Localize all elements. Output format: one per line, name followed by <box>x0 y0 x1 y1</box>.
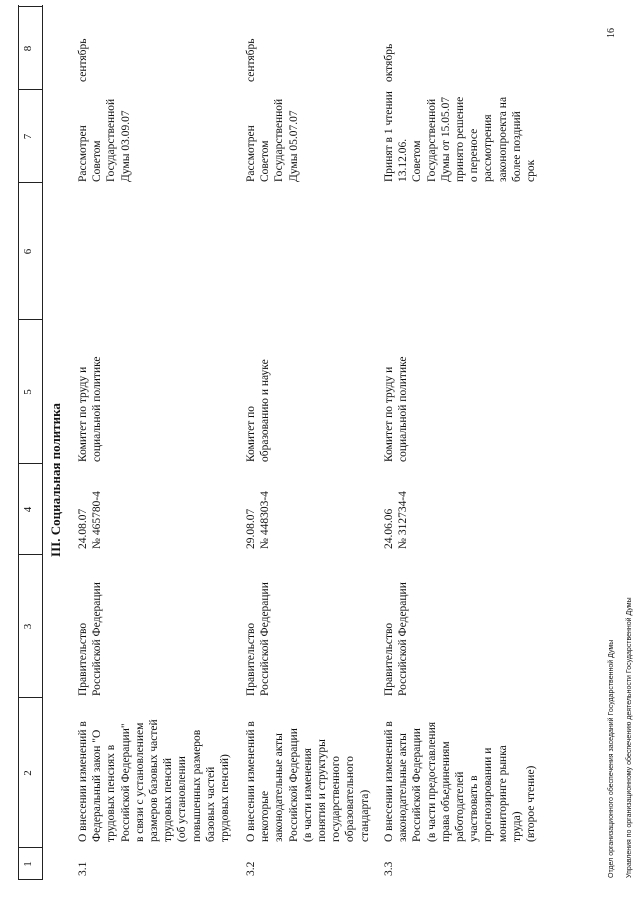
page-number: 16 <box>606 28 617 38</box>
column-number: 4 <box>22 506 34 513</box>
column-number: 6 <box>22 248 34 255</box>
bill-status: Принят в 1 чтении 13.12.06. Советом Государственной Думы от 15.05.07 принято решение о переносе рассмотрения законопроекта на более поздний срок <box>383 91 538 182</box>
column-number: 2 <box>22 770 34 776</box>
header-bottom-border <box>42 5 43 880</box>
responsible-committee: Комитет по труду и социальной политике <box>77 356 104 462</box>
bill-title: О внесении изменений в некоторые законодательные акты Российской Федерации (в части изменения понятия и структуры государственного образовательного стандарта) <box>245 721 371 842</box>
responsible-committee: Комитет по образованию и науке <box>245 359 272 462</box>
column-number: 7 <box>22 133 34 140</box>
bill-initiator: Правительство Российской Федерации <box>77 582 104 696</box>
consideration-term: сентябрь <box>245 38 257 82</box>
legislation-table <box>18 5 578 880</box>
bill-initiator: Правительство Российской Федерации <box>383 582 410 696</box>
bill-status: Рассмотрен Советом Государственной Думы 03.09.07 <box>77 98 132 182</box>
footer-line-1: Отдел организационного обеспечения заседаний Государственной Думы <box>608 639 615 878</box>
bill-registration: 24.08.07 № 465780-4 <box>77 491 104 549</box>
column-number: 3 <box>22 623 34 630</box>
bill-title: О внесении изменений в Федеральный закон "О трудовых пенсиях в Российской Федерации" в связи с установлением размеров базовых частей трудовых пенсий (об установлении повышенных размеров базовых частей трудовых пенсий) <box>77 719 232 842</box>
row-number: 3.2 <box>245 861 257 876</box>
bill-status: Рассмотрен Советом Государственной Думы 05.07.07 <box>245 98 300 182</box>
bill-registration: 29.08.07 № 448303-4 <box>245 491 272 549</box>
consideration-term: сентябрь <box>77 38 89 82</box>
row-number: 3.1 <box>77 861 89 876</box>
table-top-border <box>18 5 19 880</box>
column-number: 1 <box>22 861 34 867</box>
row-number: 3.3 <box>383 861 395 876</box>
column-number: 8 <box>22 45 34 52</box>
bill-title: О внесении изменений в законодательные акты Российской Федерации (в части предоставления права объединениям работодателей участвовать в прогнозировании и мониторинге рынка труда) (второе чтение) <box>383 721 538 842</box>
footer-line-2: Управления по организационному обеспечению деятельности Государственной Думы <box>626 597 633 878</box>
consideration-term: октябрь <box>383 43 395 82</box>
column-number: 5 <box>22 389 34 395</box>
responsible-committee: Комитет по труду и социальной политике <box>383 356 410 462</box>
bill-registration: 24.06.06 № 312734-4 <box>383 491 410 549</box>
section-title: III. Социальная политика <box>48 403 63 557</box>
bill-initiator: Правительство Российской Федерации <box>245 582 272 696</box>
footer-department <box>598 597 640 878</box>
